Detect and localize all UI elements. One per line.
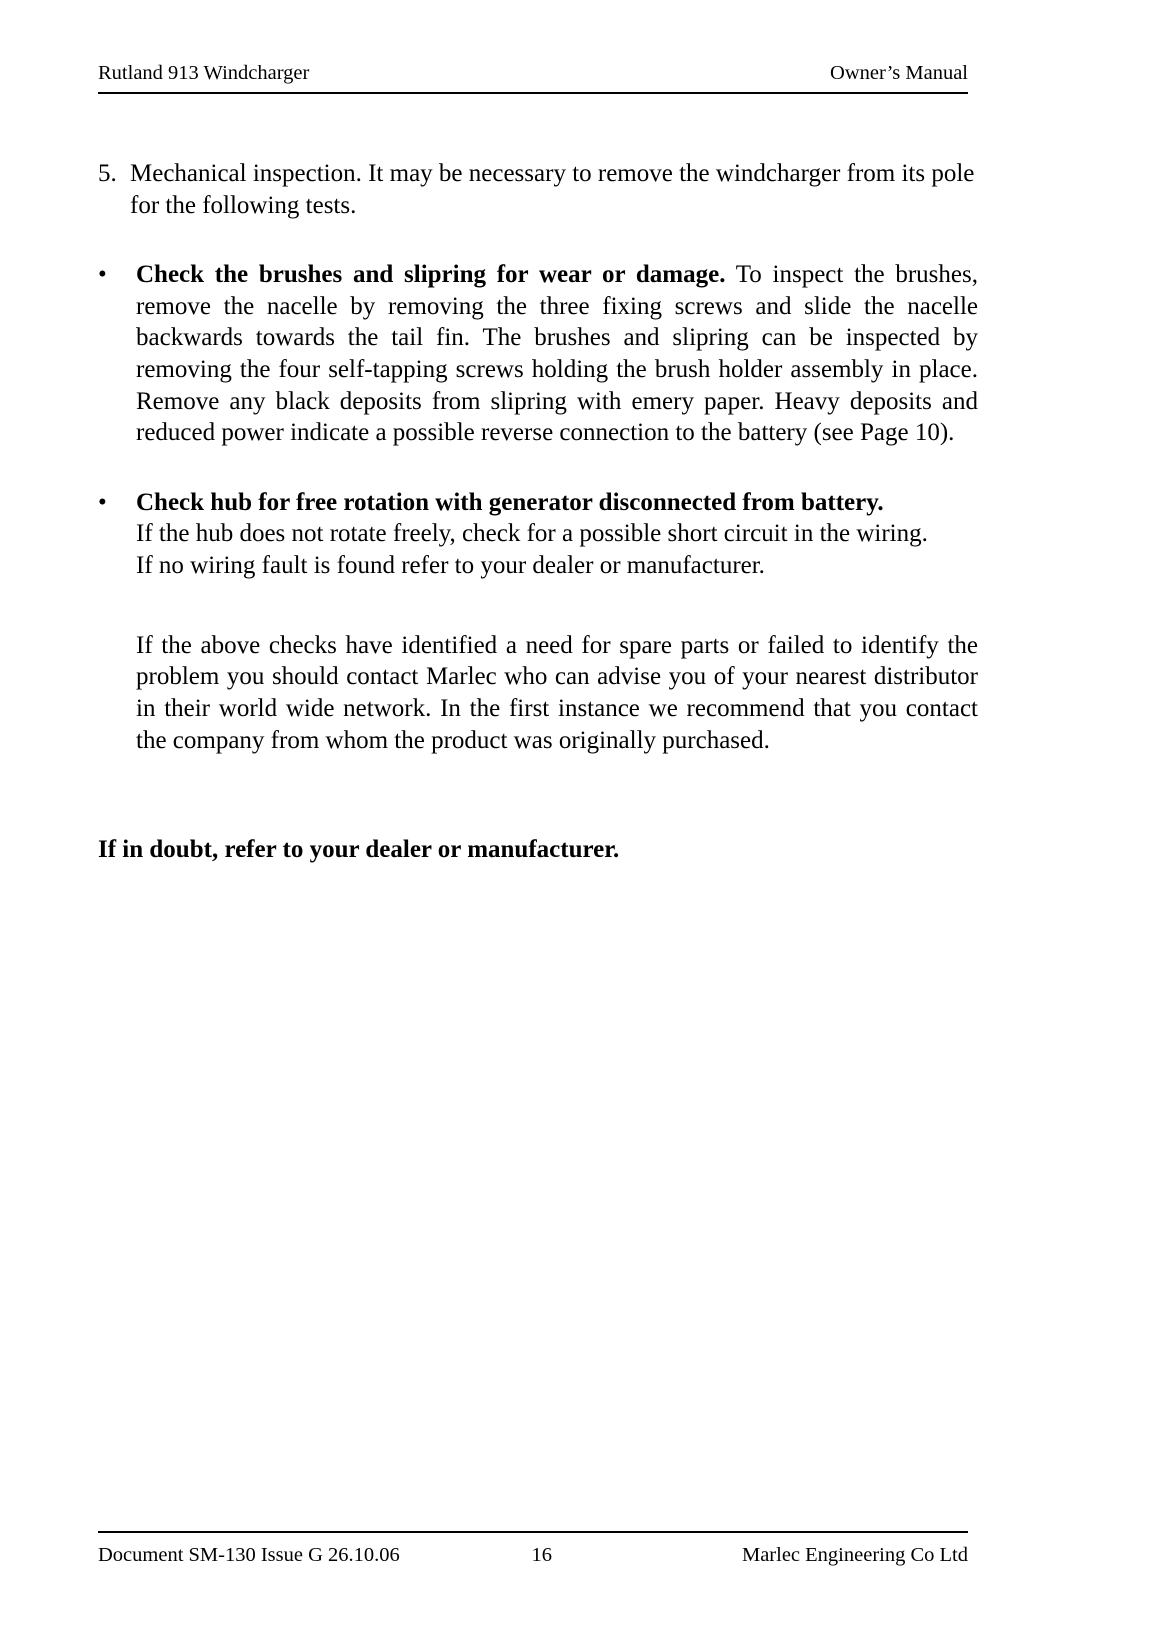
footer-divider	[98, 1531, 968, 1533]
header-divider	[98, 92, 968, 94]
bullet-lead-text: Check hub for free rotation with generator disconnected from battery.	[136, 488, 884, 516]
bullet-marker-icon: •	[98, 261, 107, 288]
page-header	[98, 62, 968, 85]
bullet-body	[136, 487, 978, 582]
header-manual-label: Owner’s Manual	[830, 62, 968, 84]
bullet-body-text: To inspect the brushes, remove the nacelle by removing the three fixing screws and slide the nacelle backwards towards the tail fin. The brushes and slipring can be inspected by removing the four self-tapping screws holding the brush holder assembly in place. Remove any black deposits from slipring with emery paper. Heavy deposits and reduced power indicate a possible reverse connection to the battery (see Page 10).	[136, 261, 978, 447]
spacer	[98, 449, 978, 487]
page-content	[98, 158, 978, 866]
footer-company-name: Marlec Engineering Co Ltd	[741, 1544, 968, 1566]
bullet-item-brushes	[98, 259, 978, 449]
footer-page-number: 16	[531, 1544, 552, 1566]
spacer	[98, 221, 978, 259]
bullet-item-hub-rotation	[98, 487, 978, 582]
spacer	[98, 756, 978, 804]
numbered-item-marker: 5.	[98, 160, 117, 187]
contact-paragraph: If the above checks have identified a need for spare parts or failed to identify the problem you should contact Marlec who can advise you of your nearest distributor in their world wide network. In the first instance we recommend that you contact the company from whom the product was originally purchased.	[136, 631, 978, 754]
bullet-body-line: If the hub does not rotate freely, check for a possible short circuit in the wiring.	[136, 520, 928, 548]
bullet-lead-text: Check the brushes and slipring for wear or damage.	[136, 261, 726, 288]
spacer	[98, 582, 978, 630]
header-document-title: Rutland 913 Windcharger	[98, 62, 310, 84]
spacer	[98, 804, 978, 834]
footer-document-reference: Document SM-130 Issue G 26.10.06	[98, 1544, 400, 1566]
closing-statement: If in doubt, refer to your dealer or manufacturer.	[98, 836, 620, 864]
numbered-item-text: Mechanical inspection. It may be necessary to remove the windcharger from its pole for the following tests.	[130, 160, 975, 219]
page-footer	[98, 1543, 968, 1568]
numbered-item-5	[98, 158, 978, 221]
bullet-marker-icon: •	[98, 488, 107, 516]
bullet-body-line: If no wiring fault is found refer to your dealer or manufacturer.	[136, 552, 765, 579]
bullet-body	[136, 259, 978, 449]
